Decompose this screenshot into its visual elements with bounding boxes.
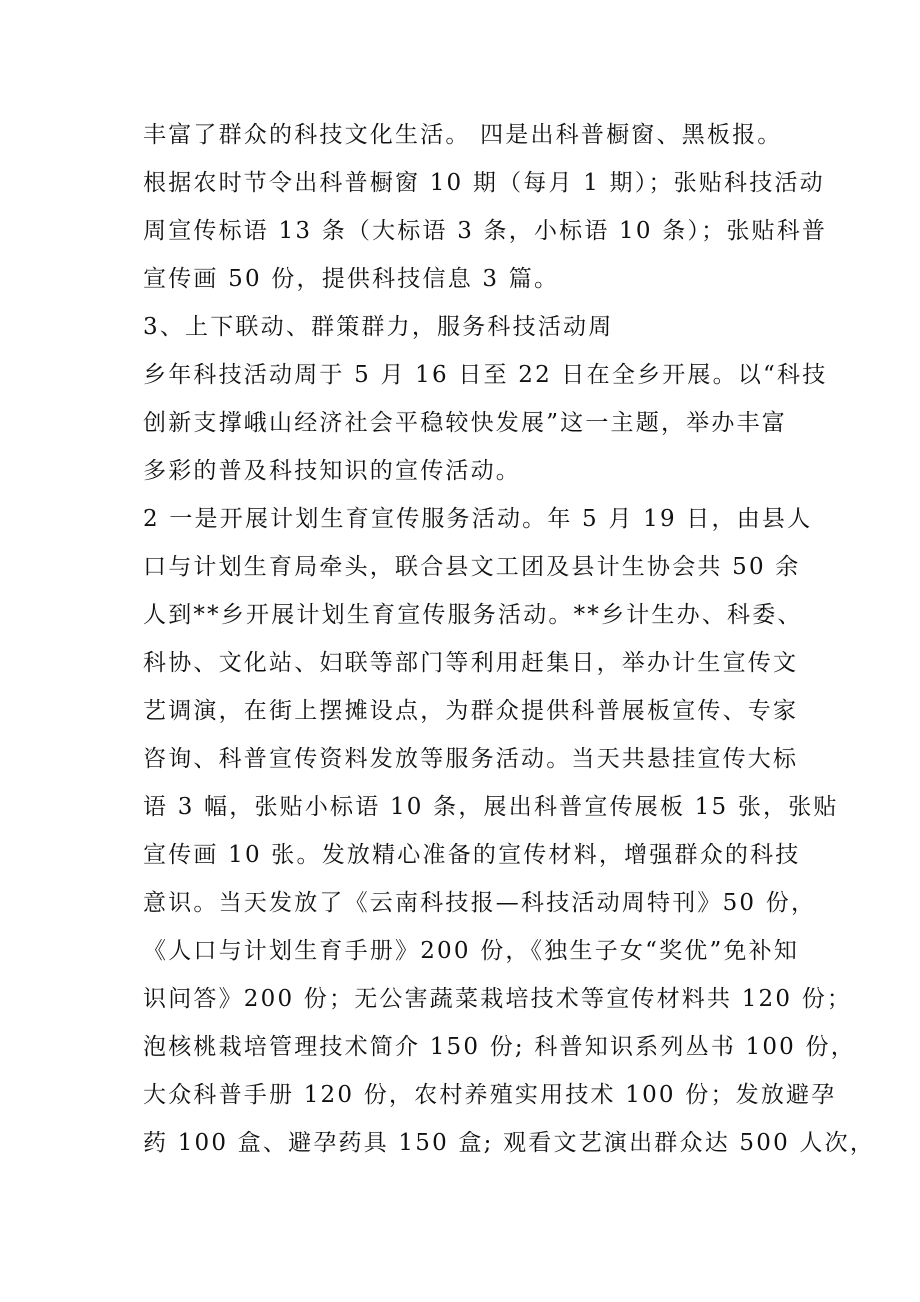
text-line: 根据农时节令出科普橱窗 10 期（每月 1 期）；张贴科技活动 <box>143 170 825 196</box>
text-line: 周宣传标语 13 条（大标语 3 条，小标语 10 条）；张贴科普 <box>143 218 828 244</box>
text-line: 丰富了群众的科技文化生活。 四是出科普橱窗、黑板报。 <box>143 122 783 148</box>
section-heading: 3、上下联动、群策群力，服务科技活动周 <box>143 314 614 340</box>
text-line: 口与计划生育局牵头，联合县文工团及县计生协会共 50 余 <box>143 554 801 580</box>
text-line: 人到**乡开展计划生育宣传服务活动。**乡计生办、科委、 <box>143 602 803 628</box>
text-line: 科协、文化站、妇联等部门等利用赶集日，举办计生宣传文 <box>143 650 799 676</box>
text-line: 语 3 幅，张贴小标语 10 条，展出科普宣传展板 15 张，张贴 <box>143 794 839 820</box>
text-line: 咨询、科普宣传资料发放等服务活动。当天共悬挂宣传大标 <box>143 746 799 772</box>
text-line: 识问答》200 份；无公害蔬菜栽培技术等宣传材料共 120 份； <box>143 986 853 1012</box>
text-line: 宣传画 10 张。发放精心准备的宣传材料，增强群众的科技 <box>143 842 801 868</box>
text-line: 宣传画 50 份，提供科技信息 3 篇。 <box>143 266 560 292</box>
text-line: 意识。当天发放了《云南科技报—科技活动周特刊》50 份， <box>143 890 817 916</box>
text-line: 乡年科技活动周于 5 月 16 日至 22 日在全乡开展。以“科技 <box>143 362 828 388</box>
text-line: 大众科普手册 120 份，农村养殖实用技术 100 份；发放避孕 <box>143 1082 837 1108</box>
text-line: 创新支撑峨山经济社会平稳较快发展”这一主题，举办丰富 <box>143 410 787 436</box>
text-line: 多彩的普及科技知识的宣传活动。 <box>143 458 521 484</box>
text-line: 2 一是开展计划生育宣传服务活动。年 5 月 19 日，由县人 <box>143 506 813 532</box>
text-line: 《人口与计划生育手册》200 份，《独生子女“奖优”免补知 <box>143 938 800 964</box>
text-line: 泡核桃栽培管理技术简介 150 份; 科普知识系列丛书 100 份， <box>143 1034 856 1060</box>
text-line: 药 100 盒、避孕药具 150 盒; 观看文艺演出群众达 500 人次， <box>143 1130 876 1156</box>
text-line: 艺调演，在街上摆摊设点，为群众提供科普展板宣传、专家 <box>143 698 799 724</box>
